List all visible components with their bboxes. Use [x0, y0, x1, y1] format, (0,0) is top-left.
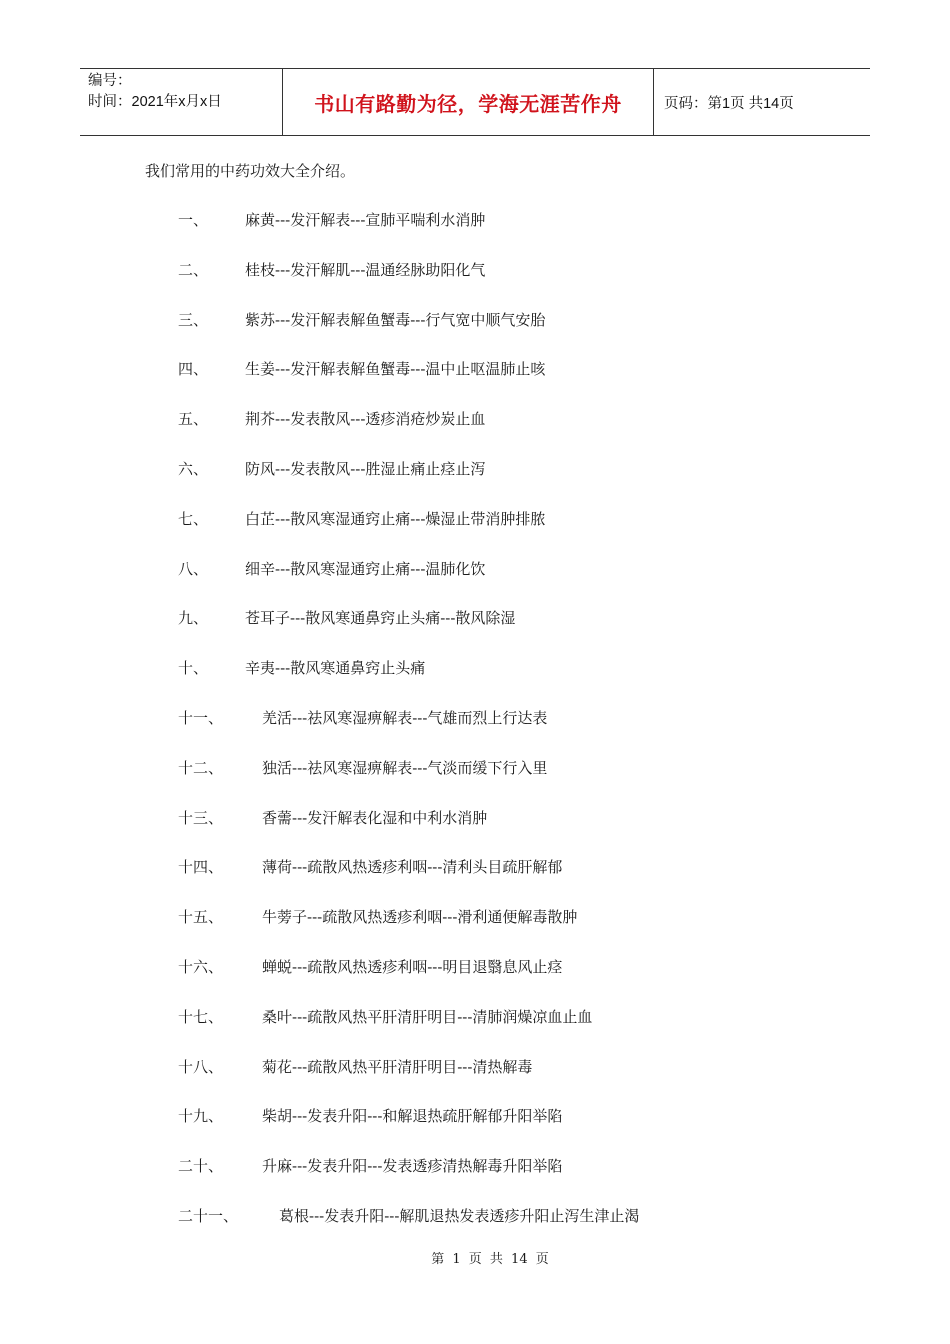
list-item-number: 十二、 — [178, 758, 224, 777]
list-item-number: 十五、 — [178, 908, 224, 927]
list-item-text: 柴胡---发表升阳---和解退热疏肝解郁升阳举陷 — [262, 1107, 563, 1126]
document-number-label: 编号： — [88, 73, 132, 89]
list-item-text: 桂枝---发汗解肌---温通经脉助阳化气 — [245, 260, 486, 279]
list-item-text: 羌活---祛风寒湿痹解表---气雄而烈上行达表 — [262, 708, 548, 727]
list-item-text: 紫苏---发汗解表解鱼蟹毒---行气宽中顺气安胎 — [245, 310, 546, 329]
list-item-number: 十四、 — [178, 858, 224, 877]
list-item — [178, 559, 639, 609]
list-item-text: 白芷---散风寒湿通窍止痛---燥湿止带消肿排脓 — [245, 509, 546, 528]
list-item-text: 防风---发表散风---胜湿止痛止痉止泻 — [245, 459, 486, 478]
list-item-text: 荆芥---发表散风---透疹消疮炒炭止血 — [245, 410, 486, 429]
list-item — [178, 409, 639, 459]
list-item-text: 香薷---发汗解表化湿和中利水消肿 — [262, 808, 488, 827]
header-page-info: 页码：第1页 共14页 — [664, 95, 794, 112]
list-item — [178, 857, 639, 907]
list-item — [178, 808, 639, 858]
list-item — [178, 1106, 639, 1156]
list-item-text: 牛蒡子---疏散风热透疹利咽---滑利通便解毒散肿 — [262, 908, 578, 927]
list-item — [178, 1007, 639, 1057]
list-item — [178, 957, 639, 1007]
list-item-number: 十六、 — [178, 957, 224, 976]
list-item — [178, 359, 639, 409]
list-item-number: 五、 — [178, 410, 209, 429]
list-item-number: 十九、 — [178, 1107, 224, 1126]
list-item-number: 八、 — [178, 559, 209, 578]
list-item-number: 六、 — [178, 459, 209, 478]
list-item — [178, 1156, 639, 1206]
list-item-text: 升麻---发表升阳---发表透疹清热解毒升阳举陷 — [262, 1157, 563, 1176]
list-item — [178, 260, 639, 310]
list-item — [178, 310, 639, 360]
document-time-label: 时间：2021年x月x日 — [88, 94, 222, 110]
list-item — [178, 509, 639, 559]
list-item-text: 辛夷---散风寒通鼻窍止头痛 — [245, 659, 426, 678]
list-item — [178, 658, 639, 708]
list-item — [178, 210, 639, 260]
list-item — [178, 459, 639, 509]
list-item-number: 十、 — [178, 659, 209, 678]
list-item-text: 生姜---发汗解表解鱼蟹毒---温中止呕温肺止咳 — [245, 360, 546, 379]
list-item — [178, 907, 639, 957]
list-item — [178, 708, 639, 758]
list-item-text: 桑叶---疏散风热平肝清肝明目---清肺润燥凉血止血 — [262, 1007, 593, 1026]
intro-text: 我们常用的中药功效大全介绍。 — [145, 162, 356, 180]
list-item-number: 一、 — [178, 211, 209, 229]
list-item-text: 苍耳子---散风寒通鼻窍止头痛---散风除湿 — [245, 609, 516, 628]
list-item — [178, 758, 639, 808]
list-item-number: 二、 — [178, 260, 209, 279]
list-item-text: 独活---祛风寒湿痹解表---气淡而缓下行入里 — [262, 758, 548, 777]
list-item-number: 三、 — [178, 310, 209, 329]
list-item-number: 四、 — [178, 360, 209, 379]
header-motto: 书山有路勤为径，学海无涯苦作舟 — [283, 69, 654, 135]
header-left-cell — [80, 69, 283, 135]
list-item — [178, 1057, 639, 1107]
list-item-number: 二十、 — [178, 1157, 224, 1176]
list-item-number: 十一、 — [178, 708, 224, 727]
list-item-number: 十八、 — [178, 1057, 224, 1076]
list-item-text: 蝉蜕---疏散风热透疹利咽---明目退翳息风止痉 — [262, 957, 563, 976]
list-item-number: 十七、 — [178, 1007, 224, 1026]
header-table — [80, 68, 870, 136]
list-item-text: 细辛---散风寒湿通窍止痛---温肺化饮 — [245, 559, 486, 578]
list-item-number: 十三、 — [178, 808, 224, 827]
list-item-number: 七、 — [178, 509, 209, 528]
list-item-number: 九、 — [178, 609, 209, 628]
list-item — [178, 608, 639, 658]
list-item-text: 葛根---发表升阳---解肌退热发表透疹升阳止泻生津止渴 — [279, 1206, 640, 1225]
page-footer: 第 1 页 共 14 页 — [431, 1252, 549, 1267]
list-item-text: 薄荷---疏散风热透疹利咽---清利头目疏肝解郁 — [262, 858, 563, 877]
list-item-text: 菊花---疏散风热平肝清肝明目---清热解毒 — [262, 1057, 533, 1076]
list-item-number: 二十一、 — [178, 1206, 239, 1225]
list-item-text: 麻黄---发汗解表---宣肺平喘利水消肿 — [245, 211, 486, 229]
herb-list — [178, 210, 639, 1256]
